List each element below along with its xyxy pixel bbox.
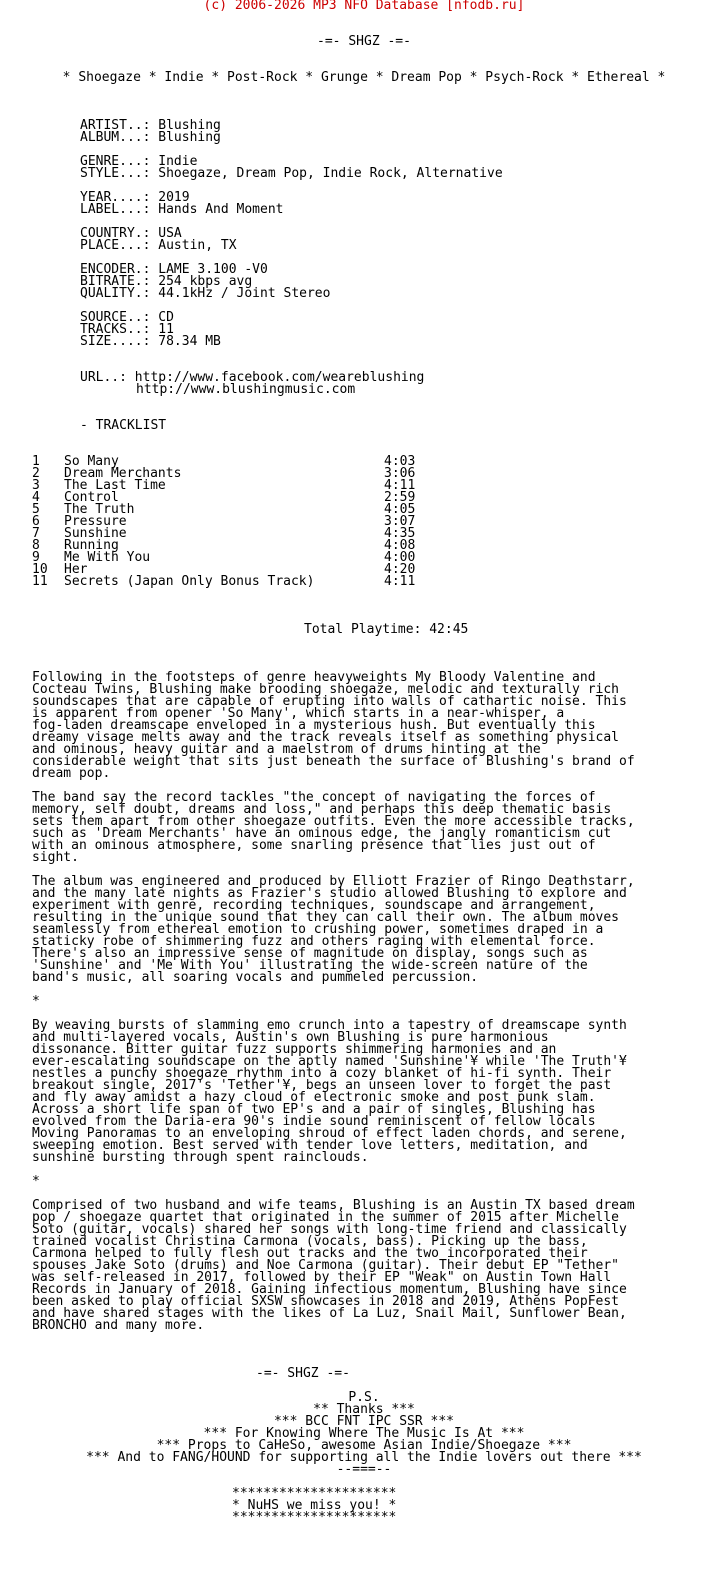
copyright-banner: (c) 2006-2026 MP3 NFO Database [nfodb.ru] — [203, 0, 525, 13]
track-duration: 4:00 — [384, 550, 416, 565]
paragraph-line: was self-released in 2017, followed by their EP "Weak" on Austin Town Hall — [32, 1270, 612, 1285]
paragraph-line: and have shared stages with the likes of La Luz, Snail Mail, Sunflower Bean, — [32, 1306, 627, 1321]
paragraph-line: Carmona helped to fully flesh out tracks and the two incorporated their — [32, 1246, 588, 1261]
track-title: The Last Time — [64, 478, 166, 493]
paragraph-line: resulting in the unique sound that they can call their own. The album moves — [32, 910, 619, 925]
paragraph-line: By weaving bursts of slamming emo crunch into a tapestry of dreamscape synth — [32, 1018, 627, 1033]
paragraph-line: * — [32, 1174, 40, 1189]
paragraph-line: sweeping emotion. Best served with tender love letters, meditation, and — [32, 1138, 588, 1153]
paragraph-line: spouses Jake Soto (drums) and Noe Carmona (guitar). Their debut EP "Tether" — [32, 1258, 619, 1273]
track-row — [32, 552, 415, 564]
paragraph-line: Cocteau Twins, Blushing make brooding shoegaze, melodic and texturally rich — [32, 682, 619, 697]
track-title: Her — [64, 562, 88, 577]
track-title: So Many — [64, 454, 119, 469]
info-encoder: ENCODER.: LAME 3.100 -V0 — [80, 262, 268, 277]
track-number: 6 — [32, 514, 40, 529]
paragraph-line: is apparent from opener 'So Many', which starts in a near-whisper, a — [32, 706, 565, 721]
track-duration: 4:11 — [384, 478, 416, 493]
track-number: 5 — [32, 502, 40, 517]
total-playtime: Total Playtime: 42:45 — [304, 622, 469, 637]
track-duration: 4:20 — [384, 562, 416, 577]
track-number: 11 — [32, 574, 48, 589]
paragraph-line: Soto (guitar, vocals) shared her songs with long-time friend and classically — [32, 1222, 627, 1237]
track-number: 8 — [32, 538, 40, 553]
track-number: 1 — [32, 454, 40, 469]
paragraph-line: staticky robe of shimmering fuzz and others raging with elemental force. — [32, 934, 596, 949]
paragraph-line: with an ominous atmosphere, some snarling presence that lies just out of — [32, 838, 596, 853]
paragraph-line: band's music, all soaring vocals and pummeled percussion. — [32, 970, 479, 985]
track-number: 2 — [32, 466, 40, 481]
track-number: 10 — [32, 562, 48, 577]
genre-banner: * Shoegaze * Indie * Post-Rock * Grunge * Dream Pop * Psych-Rock * Ethereal * — [62, 70, 666, 85]
paragraph-line: and multi-layered vocals, Austin's own Blushing is pure harmonious — [32, 1030, 549, 1045]
track-title: Dream Merchants — [64, 466, 182, 481]
group-tag-bottom: -=- SHGZ -=- — [256, 1366, 350, 1381]
paragraph-line: such as 'Dream Merchants' have an ominous edge, the jangly romanticism cut — [32, 826, 612, 841]
paragraph-line: considerable weight that sits just beneath the surface of Blushing's brand of — [32, 754, 635, 769]
info-album: ALBUM...: Blushing — [80, 130, 221, 145]
paragraph-line: Records in January of 2018. Gaining infectious momentum, Blushing have since — [32, 1282, 627, 1297]
paragraph-line: The album was engineered and produced by Elliott Frazier of Ringo Deathstarr, — [32, 874, 635, 889]
paragraph-line: Moving Panoramas to an enveloping shroud of effect laden chords, and serene, — [32, 1126, 627, 1141]
footer-thanks: ** Thanks *** — [313, 1402, 415, 1417]
info-label: LABEL...: Hands And Moment — [80, 202, 284, 217]
track-duration: 4:11 — [384, 574, 416, 589]
track-number: 3 — [32, 478, 40, 493]
footer-fang-hound: *** And to FANG/HOUND for supporting all the Indie lovers out there *** — [86, 1450, 642, 1465]
paragraph-line: sets them apart from other shoegaze outfits. Even the more accessible tracks, — [32, 814, 635, 829]
track-duration: 2:59 — [384, 490, 416, 505]
box-message: * NuHS we miss you! * — [232, 1498, 397, 1513]
info-year: YEAR....: 2019 — [80, 190, 190, 205]
info-genre: GENRE...: Indie — [80, 154, 198, 169]
track-title: Secrets (Japan Only Bonus Track) — [64, 574, 315, 589]
track-title: Me With You — [64, 550, 151, 565]
paragraph-line: experiment with genre, recording techniques, soundscape and arrangement, — [32, 898, 596, 913]
paragraph-line: seamlessly from ethereal emotion to crushing power, sometimes draped in a — [32, 922, 604, 937]
info-tracks: TRACKS..: 11 — [80, 322, 174, 337]
paragraph-line: memory, self doubt, dreams and loss," and perhaps this deep thematic basis — [32, 802, 612, 817]
section-separator — [32, 1176, 672, 1188]
paragraph-line: 'Sunshine' and 'Me With You' illustrating the wide-screen nature of the — [32, 958, 588, 973]
section-separator — [32, 996, 672, 1008]
info-place: PLACE...: Austin, TX — [80, 238, 237, 253]
paragraph-line: nestles a punchy shoegaze rhythm into a cozy blanket of hi-fi synth. Their — [32, 1066, 612, 1081]
track-title: Running — [64, 538, 119, 553]
info-artist: ARTIST..: Blushing — [80, 118, 221, 133]
paragraph-line: soundscapes that are capable of erupting into walls of cathartic noise. This — [32, 694, 627, 709]
description-paragraph-2 — [32, 792, 672, 864]
footer-knowing: *** For Knowing Where The Music Is At *** — [203, 1426, 525, 1441]
info-size: SIZE....: 78.34 MB — [80, 334, 221, 349]
track-number: 4 — [32, 490, 40, 505]
paragraph-line: * — [32, 994, 40, 1009]
box-top: ********************* — [232, 1486, 397, 1501]
track-duration: 4:08 — [384, 538, 416, 553]
paragraph-line: breakout single, 2017's 'Tether'¥, begs an unseen lover to forget the past — [32, 1078, 612, 1093]
paragraph-line: Comprised of two husband and wife teams, Blushing is an Austin TX based dream — [32, 1198, 635, 1213]
footer-groups: *** BCC FNT IPC SSR *** — [273, 1414, 454, 1429]
description-paragraph-5 — [32, 1200, 672, 1332]
paragraph-line: sight. — [32, 850, 79, 865]
description-paragraph-3 — [32, 876, 672, 984]
paragraph-line: Across a short life span of two EP's and a pair of singles, Blushing has — [32, 1102, 596, 1117]
info-style: STYLE...: Shoegaze, Dream Pop, Indie Rock, Alternative — [80, 166, 503, 181]
paragraph-line: and the many late nights as Frazier's studio allowed Blushing to explore and — [32, 886, 627, 901]
footer-ps: P.S. — [348, 1390, 380, 1405]
track-duration: 4:03 — [384, 454, 416, 469]
paragraph-line: dream pop. — [32, 766, 111, 781]
track-row — [32, 576, 415, 588]
track-number: 9 — [32, 550, 40, 565]
track-title: Pressure — [64, 514, 127, 529]
track-duration: 4:05 — [384, 502, 416, 517]
paragraph-line: There's also an impressive sense of magnitude on display, songs such as — [32, 946, 588, 961]
paragraph-line: Following in the footsteps of genre heavyweights My Bloody Valentine and — [32, 670, 596, 685]
track-title: Control — [64, 490, 119, 505]
info-source: SOURCE..: CD — [80, 310, 174, 325]
description-paragraph-4 — [32, 1020, 672, 1164]
description-paragraph-1 — [32, 672, 672, 780]
track-number: 7 — [32, 526, 40, 541]
paragraph-line: The band say the record tackles "the concept of navigating the forces of — [32, 790, 596, 805]
paragraph-line: dreamy visage melts away and the track reveals itself as something physical — [32, 730, 619, 745]
footer-props: *** Props to CaHeSo, awesome Asian Indie/Shoegaze *** — [156, 1438, 572, 1453]
paragraph-line: sunshine bursting through spent rainclouds. — [32, 1150, 369, 1165]
paragraph-line: and ominous, heavy guitar and a maelstrom of drums hinting at the — [32, 742, 541, 757]
info-quality: QUALITY.: 44.1kHz / Joint Stereo — [80, 286, 331, 301]
paragraph-line: trained vocalist Christina Carmona (vocals, bass). Picking up the bass, — [32, 1234, 588, 1249]
box-bottom: ********************* — [232, 1510, 397, 1525]
paragraph-line: evolved from the Daria-era 90's indie sound reminiscent of fellow locals — [32, 1114, 596, 1129]
paragraph-line: BRONCHO and many more. — [32, 1318, 205, 1333]
paragraph-line: and fly away amidst a hazy cloud of electronic smoke and post punk slam. — [32, 1090, 596, 1105]
paragraph-line: dissonance. Bitter guitar fuzz supports shimmering harmonies and an — [32, 1042, 557, 1057]
tracklist-heading: - TRACKLIST — [80, 418, 167, 433]
track-duration: 3:07 — [384, 514, 416, 529]
track-duration: 4:35 — [384, 526, 416, 541]
group-tag-top: -=- SHGZ -=- — [317, 34, 411, 49]
paragraph-line: fog-laden dreamscape enveloped in a mysterious hush. But eventually this — [32, 718, 596, 733]
info-country: COUNTRY.: USA — [80, 226, 182, 241]
paragraph-line: ever-escalating soundscape on the aptly named 'Sunshine'¥ while 'The Truth'¥ — [32, 1054, 627, 1069]
info-bitrate: BITRATE.: 254 kbps avg — [80, 274, 253, 289]
paragraph-line: pop / shoegaze quartet that originated in the summer of 2015 after Michelle — [32, 1210, 619, 1225]
footer-divider: --===-- — [336, 1462, 392, 1477]
paragraph-line: been asked to play official SXSW showcases in 2018 and 2019, Athens PopFest — [32, 1294, 619, 1309]
url-website[interactable]: http://www.blushingmusic.com — [136, 382, 356, 397]
track-duration: 3:06 — [384, 466, 416, 481]
track-title: Sunshine — [64, 526, 127, 541]
track-title: The Truth — [64, 502, 135, 517]
url-facebook[interactable]: URL..: http://www.facebook.com/weareblushing — [80, 370, 425, 385]
